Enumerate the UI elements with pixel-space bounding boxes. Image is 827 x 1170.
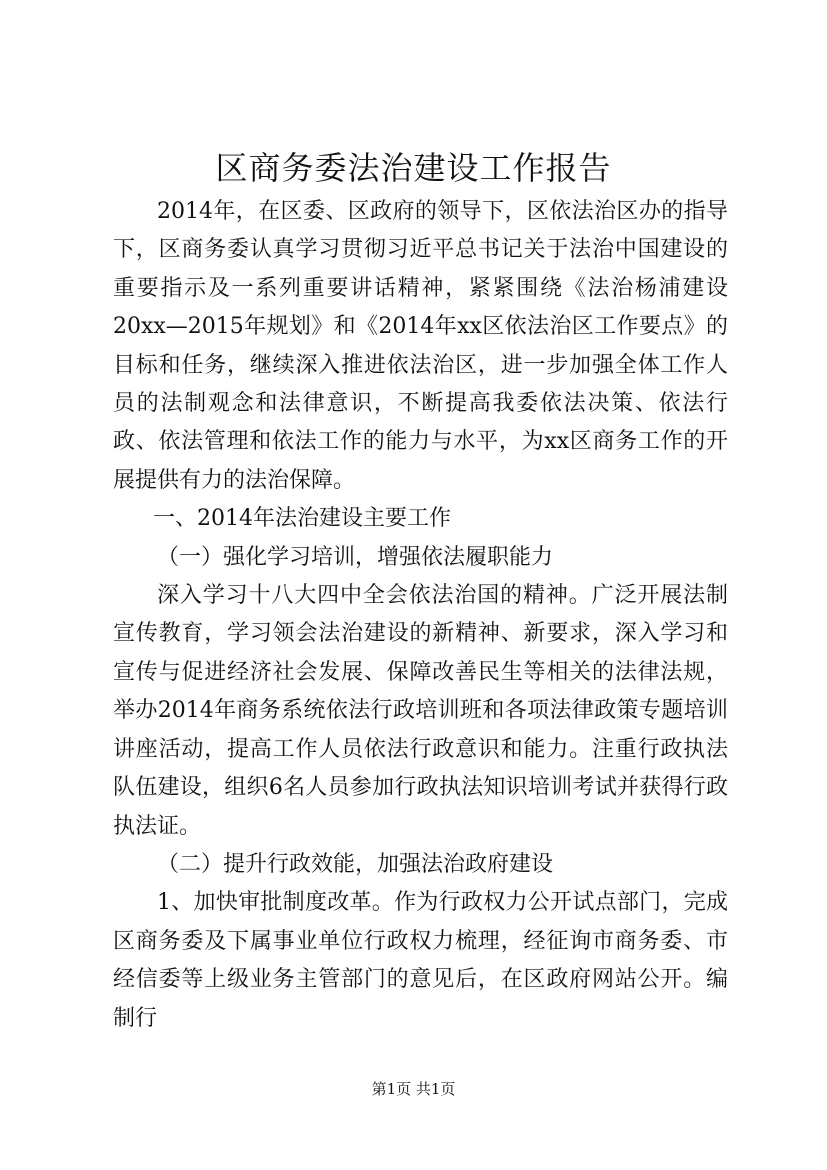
paragraph-approval-reform: 1、加快审批制度改革。作为行政权力公开试点部门，完成区商务委及下属事业单位行政权力梳理，经征询市商务委、市经信委等上级业务主管部门的意见后，在区政府网站公开。编制行 <box>113 890 728 1031</box>
paragraph-study-training: 深入学习十八大四中全会依法治国的精神。广泛开展法制宣传教育，学习领会法治建设的新精神、新要求，深入学习和宣传与促进经济社会发展、保障改善民生等相关的法律法规，举办2014年商务系统依法行政培训班和各项法律政策专题培训讲座活动，提高工作人员依法行政意识和能力。注重行政执法队伍建设，组织6名人员参加行政执法知识培训考试并获得行政执法证。 <box>113 583 728 839</box>
subsection-heading-1: （一）强化学习培训，增强依法履职能力 <box>157 544 554 570</box>
document-body <box>113 193 728 1038</box>
paragraph-intro: 2014年，在区委、区政府的领导下，区依法治区办的指导下，区商务委认真学习贯彻习近平总书记关于法治中国建设的重要指示及一系列重要讲话精神，紧紧围绕《法治杨浦建设20xx—2015年规划》和《2014年xx区依法治区工作要点》的目标和任务，继续深入推进依法治区，进一步加强全体工作人员的法制观念和法律意识，不断提高我委依法决策、依法行政、依法管理和依法工作的能力与水平，为xx区商务工作的开展提供有力的法治保障。 <box>113 199 728 493</box>
page-footer: 第1页 共1页 <box>371 1080 456 1098</box>
section-heading-1: 一、2014年法治建设主要工作 <box>153 506 451 532</box>
document-title: 区商务委法治建设工作报告 <box>215 149 612 187</box>
subsection-heading-2: （二）提升行政效能，加强法治政府建设 <box>157 851 554 877</box>
